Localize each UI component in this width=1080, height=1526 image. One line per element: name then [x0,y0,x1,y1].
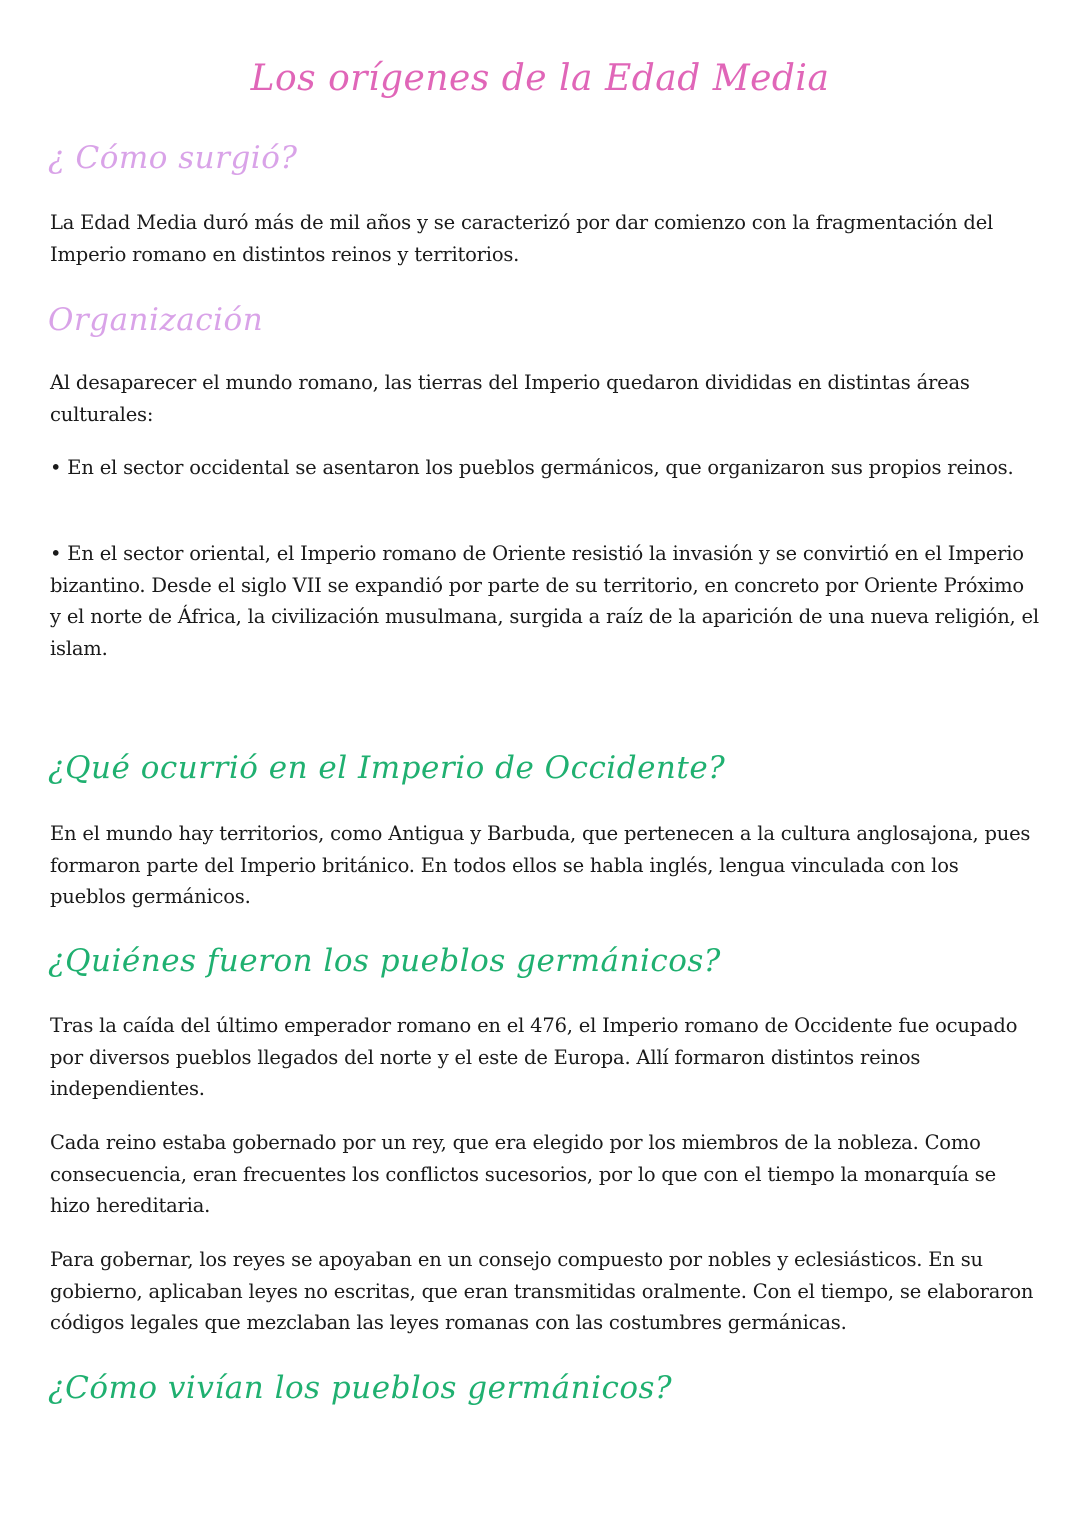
heading-como-surgio: ¿ Cómo surgió? [48,140,298,176]
paragraph: En el mundo hay territorios, como Antigua y Barbuda, que pertenecen a la cultura anglosajona, pues formaron parte del Imperio británico. En todos ellos se habla inglés, lengua vinculada con los pueblos germánicos. [50,822,1031,908]
heading-organizacion: Organización [48,302,264,338]
heading-imperio-occidente: ¿Qué ocurrió en el Imperio de Occidente? [48,750,726,786]
paragraph: Tras la caída del último emperador romano en el 476, el Imperio romano de Occidente fue ocupado por diversos pueblos llegados del norte y el este de Europa. Allí formaron distintos reinos independientes. [50,1014,1018,1100]
paragraph: Para gobernar, los reyes se apoyaban en un consejo compuesto por nobles y eclesiásticos. En su gobierno, aplicaban leyes no escritas, que eran transmitidas oralmente. Con el tiempo, se elaboraron códigos legales que mezclaban las leyes romanas con las costumbres germánicas. [50,1248,1034,1334]
page-title: Los orígenes de la Edad Media [250,58,830,99]
bullet-paragraph: • En el sector occidental se asentaron los pueblos germánicos, que organizaron sus propios reinos. [50,456,1014,479]
paragraph: Al desaparecer el mundo romano, las tierras del Imperio quedaron divididas en distintas áreas culturales: [50,371,970,426]
heading-como-vivian: ¿Cómo vivían los pueblos germánicos? [48,1370,673,1406]
heading-pueblos-germanicos: ¿Quiénes fueron los pueblos germánicos? [48,943,721,979]
paragraph: La Edad Media duró más de mil años y se caracterizó por dar comienzo con la fragmentación del Imperio romano en distintos reinos y territorios. [50,211,994,266]
bullet-paragraph: • En el sector oriental, el Imperio romano de Oriente resistió la invasión y se convirtió en el Imperio bizantino. Desde el siglo VII se expandió por parte de su territorio, en concreto por Oriente Próximo y el norte de África, la civilización musulmana, surgida a raíz de la aparición de una nueva religión, el islam. [50,542,1039,660]
paragraph: Cada reino estaba gobernado por un rey, que era elegido por los miembros de la nobleza. Como consecuencia, eran frecuentes los conflictos sucesorios, por lo que con el tiempo la monarquía se hizo hereditaria. [50,1131,996,1217]
